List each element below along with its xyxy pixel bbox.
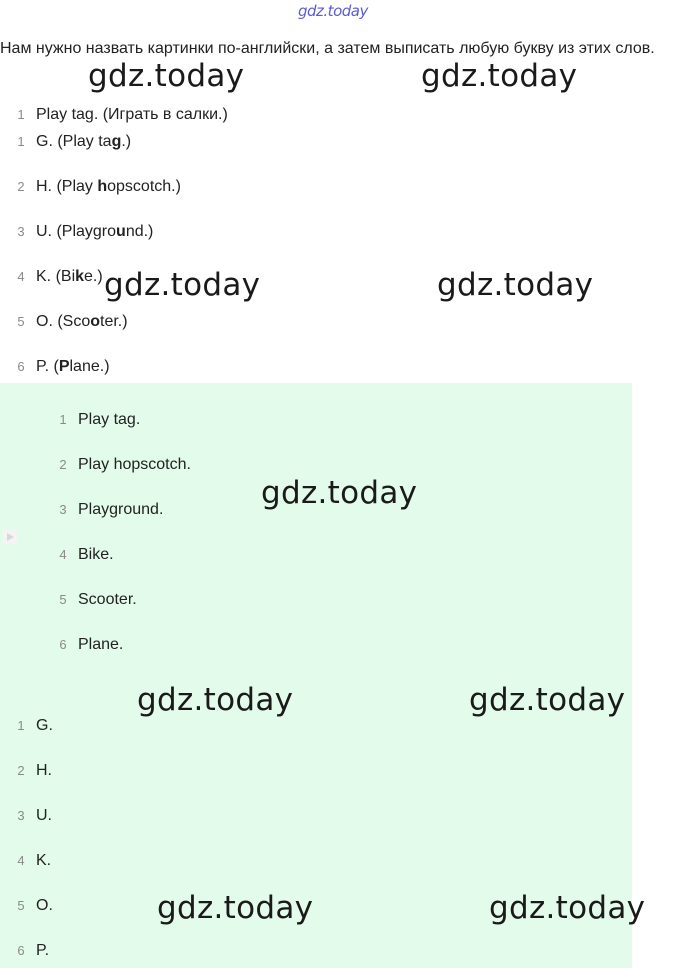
- item-text: ter.): [100, 313, 128, 330]
- item-number: 3: [59, 502, 67, 517]
- list-item: [14, 313, 128, 331]
- item-number: 1: [17, 718, 25, 733]
- item-number: 3: [17, 224, 25, 239]
- list-item: [14, 807, 52, 825]
- watermark: gdz.today: [489, 890, 646, 926]
- highlighted-letter: P: [58, 358, 70, 375]
- list-item: [56, 501, 163, 519]
- item-number: 1: [17, 134, 25, 149]
- item-text: O. (Sco: [36, 313, 91, 330]
- watermark: gdz.today: [421, 58, 578, 94]
- item-text: H. (Play: [36, 178, 98, 195]
- list-item: [14, 762, 52, 780]
- task-intro: Нам нужно назвать картинки по-английски, а затем выписать любую букву из этих слов.: [0, 40, 655, 57]
- item-number: 6: [17, 943, 25, 958]
- item-number: 4: [17, 853, 25, 868]
- site-link[interactable]: gdz.today: [298, 2, 368, 20]
- list-item: [14, 942, 49, 960]
- item-text: Playground.: [78, 501, 164, 518]
- item-number: 2: [17, 179, 25, 194]
- item-number: 5: [17, 314, 25, 329]
- item-number: 3: [17, 808, 25, 823]
- watermark: gdz.today: [88, 58, 245, 94]
- item-text: opscotch.): [107, 178, 181, 195]
- watermark: gdz.today: [261, 475, 418, 511]
- item-text: U. (Playgro: [36, 223, 117, 240]
- list-item: [14, 897, 53, 915]
- item-text: e.): [84, 268, 103, 285]
- item-text: K. (Bi: [36, 268, 76, 285]
- item-text: Play tag. (Играть в салки.): [36, 106, 228, 123]
- item-text: Plane.: [78, 636, 124, 653]
- item-text: O.: [36, 897, 53, 914]
- list-item: [14, 133, 131, 151]
- item-text: P.: [36, 942, 50, 959]
- item-number: 6: [17, 359, 25, 374]
- list-item: [56, 591, 137, 609]
- item-text: P. (: [36, 358, 59, 375]
- list-item: [56, 546, 114, 564]
- item-text: Scooter.: [78, 591, 137, 608]
- item-text: K.: [36, 852, 52, 869]
- watermark: gdz.today: [469, 682, 626, 718]
- list-item: [14, 717, 53, 735]
- list-item: [14, 178, 181, 196]
- item-number: 4: [59, 547, 67, 562]
- item-number: 2: [59, 457, 67, 472]
- highlighted-letter: k: [75, 268, 85, 285]
- item-text: .): [121, 133, 132, 150]
- highlighted-letter: g: [111, 133, 122, 150]
- list-item: [14, 223, 153, 241]
- list-item: [14, 106, 228, 124]
- item-text: U.: [36, 807, 52, 824]
- item-text: G.: [36, 717, 53, 734]
- list-item: [14, 268, 103, 286]
- highlighted-letter: o: [90, 313, 101, 330]
- list-item: [56, 456, 191, 474]
- item-text: Play hopscotch.: [78, 456, 191, 473]
- watermark: gdz.today: [137, 682, 294, 718]
- play-icon[interactable]: [3, 530, 17, 544]
- item-number: 2: [17, 763, 25, 778]
- watermark: gdz.today: [157, 890, 314, 926]
- item-number: 5: [17, 898, 25, 913]
- highlighted-letter: u: [116, 223, 126, 240]
- item-number: 1: [17, 107, 25, 122]
- item-text: nd.): [125, 223, 154, 240]
- item-text: H.: [36, 762, 52, 779]
- list-item: [14, 358, 110, 376]
- item-number: 1: [59, 412, 67, 427]
- list-item: [56, 411, 140, 429]
- item-text: G. (Play ta: [36, 133, 112, 150]
- item-text: Play tag.: [78, 411, 141, 428]
- list-item: [14, 852, 51, 870]
- item-number: 6: [59, 637, 67, 652]
- list-item: [56, 636, 123, 654]
- item-number: 4: [17, 269, 25, 284]
- watermark: gdz.today: [437, 267, 594, 303]
- item-number: 5: [59, 592, 67, 607]
- highlighted-letter: h: [97, 178, 108, 195]
- item-text: Bike.: [78, 546, 114, 563]
- item-text: lane.): [69, 358, 110, 375]
- watermark: gdz.today: [104, 267, 261, 303]
